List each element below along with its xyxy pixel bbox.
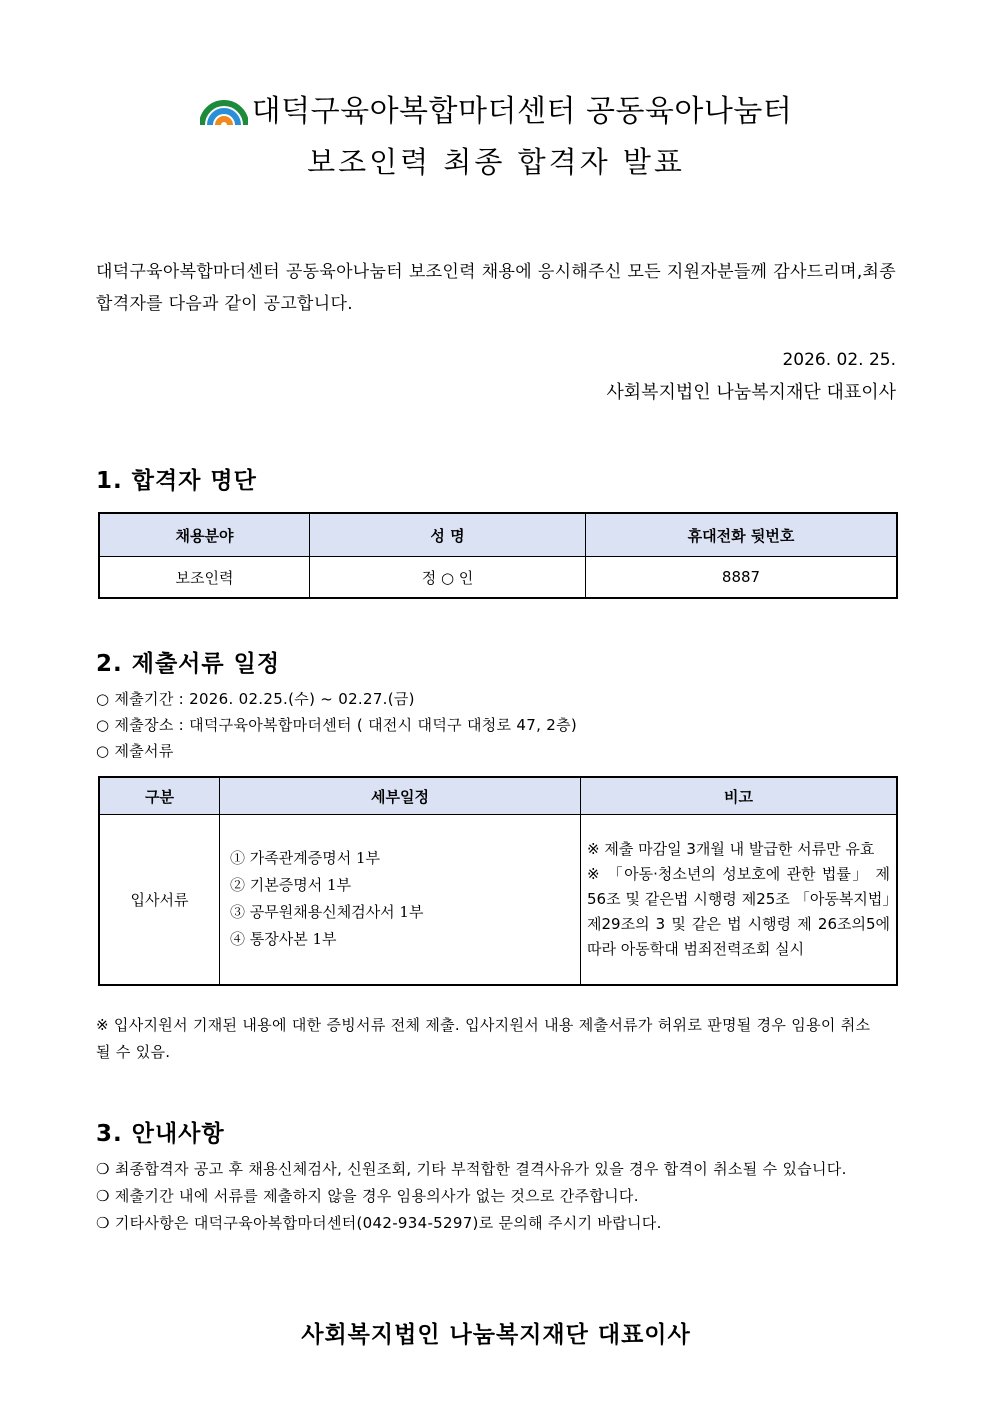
column-header: 휴대전화 뒷번호 — [586, 513, 898, 557]
guidance-list — [96, 1156, 886, 1237]
list-item: ❍ 최종합격자 공고 후 채용신체검사, 신원조회, 기타 부적합한 결격사유가 있을 경우 합격이 취소될 수 있습니다. — [96, 1160, 847, 1178]
notes-cell — [581, 815, 898, 985]
document-title — [0, 92, 992, 138]
column-header: 성 명 — [310, 513, 586, 557]
table-cell: 정 ○ 인 — [310, 557, 586, 599]
section1-heading: 1. 합격자 명단 — [96, 468, 257, 494]
section2-heading: 2. 제출서류 일정 — [96, 651, 281, 677]
list-item: ① 가족관계증명서 1부 — [230, 849, 381, 868]
bullet-item: ○ 제출기간 : 2026. 02.25.(수) ~ 02.27.(금) — [96, 690, 415, 708]
table-row — [99, 815, 897, 985]
documents-table — [98, 776, 898, 986]
list-item: ③ 공무원채용신체검사서 1부 — [230, 903, 424, 922]
list-item: ❍ 기타사항은 대덕구육아복합마더센터(042-934-5297)로 문의해 주시기 바랍니다. — [96, 1214, 662, 1232]
column-header: 구분 — [99, 777, 220, 815]
table-header-row — [99, 777, 897, 815]
table-cell: 보조인력 — [99, 557, 310, 599]
bullet-item: ○ 제출서류 — [96, 742, 174, 760]
table-cell: 8887 — [586, 557, 898, 599]
document-list — [220, 815, 581, 985]
table-row — [99, 557, 897, 599]
evidence-remark: ※ 입사지원서 기재된 내용에 대한 증빙서류 전체 제출. 입사지원서 내용 제출서류가 허위로 판명될 경우 임용이 취소될 수 있음. — [96, 1016, 871, 1061]
column-header: 세부일정 — [220, 777, 581, 815]
column-header: 비고 — [581, 777, 898, 815]
submission-bullets — [96, 686, 577, 764]
title-line1-text: 대덕구육아복합마더센터 공동육아나눔터 — [251, 94, 793, 129]
note-item: ※ 제출 마감일 3개월 내 발급한 서류만 유효 — [587, 839, 875, 858]
document-subtitle: 보조인력 최종 합격자 발표 — [307, 145, 685, 179]
announcement-date: 2026. 02. 25. — [782, 350, 896, 370]
footer-signer: 사회복지법인 나눔복지재단 대표이사 — [301, 1322, 691, 1348]
intro-paragraph: 대덕구육아복합마더센터 공동육아나눔터 보조인력 채용에 응시해주신 모든 지원자분들께 감사드리며,최종 합격자를 다음과 같이 공고합니다. — [96, 262, 896, 314]
signer-name: 사회복지법인 나눔복지재단 대표이사 — [606, 382, 896, 403]
note-item: ※ 「아동·청소년의 성보호에 관한 법률」 제56조 및 같은법 시행령 제25조 「아동복지법」제29조의 3 및 같은 법 시행령 제 26조의5에 따라 아동학대 범죄전력조회 실시 — [587, 864, 890, 958]
bullet-item: ○ 제출장소 : 대덕구육아복합마더센터 ( 대전시 대덕구 대청로 47, 2층) — [96, 716, 578, 734]
row-label: 입사서류 — [99, 815, 220, 985]
table-header-row — [99, 513, 897, 557]
section3-heading: 3. 안내사항 — [96, 1121, 225, 1147]
list-item: ❍ 제출기간 내에 서류를 제출하지 않을 경우 임용의사가 없는 것으로 간주합니다. — [96, 1187, 639, 1205]
rainbow-logo-icon — [200, 93, 248, 138]
list-item: ④ 통장사본 1부 — [230, 930, 337, 949]
successful-candidates-table — [98, 512, 898, 599]
column-header: 채용분야 — [99, 513, 310, 557]
list-item: ② 기본증명서 1부 — [230, 876, 352, 895]
